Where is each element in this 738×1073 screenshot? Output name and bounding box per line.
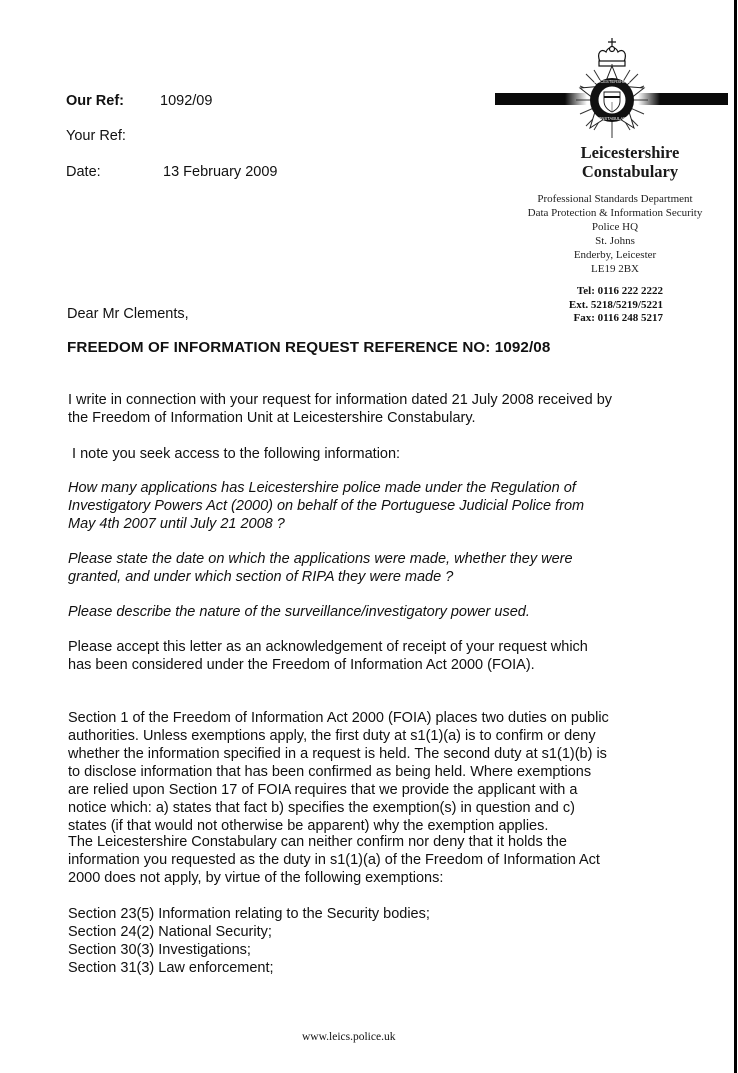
page-right-border xyxy=(734,0,737,1073)
svg-text:CONSTABULARY: CONSTABULARY xyxy=(595,116,629,121)
ext-numbers: Ext. 5218/5219/5221 xyxy=(568,298,663,311)
fax-number: Fax: 0116 248 5217 xyxy=(573,312,663,324)
exemption-item: Section 23(5) Information relating to the Security bodies; xyxy=(68,906,430,922)
logo-bar-left xyxy=(495,93,565,105)
address-line: Data Protection & Information Security xyxy=(527,207,703,219)
address-line: St. Johns xyxy=(595,235,635,247)
ncnd-line: information you requested as the duty in s1(1)(a) of the Freedom of Information Act xyxy=(68,852,600,868)
address-line: Police HQ xyxy=(591,221,639,233)
police-crest-icon xyxy=(566,36,658,144)
org-name-line1: Leicestershire xyxy=(580,143,680,162)
exemption-item: Section 30(3) Investigations; xyxy=(68,942,251,958)
section1-line: authorities. Unless exemptions apply, the first duty at s1(1)(a) is to confirm or deny xyxy=(68,728,596,744)
question-3 xyxy=(68,603,646,621)
salutation: Dear Mr Clements, xyxy=(67,306,189,322)
svg-text:LEICESTERSHIRE: LEICESTERSHIRE xyxy=(593,79,631,84)
our-ref-value: 1092/09 xyxy=(160,93,213,109)
ncnd-paragraph xyxy=(68,833,644,887)
address-line: Professional Standards Department xyxy=(537,193,693,205)
section1-line: Section 1 of the Freedom of Information Act 2000 (FOIA) places two duties on public xyxy=(68,710,609,726)
acknowledgement-line: Please accept this letter as an acknowledgement of receipt of your request which xyxy=(68,639,588,655)
our-ref-label: Our Ref: xyxy=(66,93,124,109)
footer-website: www.leics.police.uk xyxy=(302,1031,396,1043)
intro-line: I write in connection with your request for information dated 21 July 2008 received by xyxy=(68,392,613,408)
question-1 xyxy=(68,479,646,533)
address-block xyxy=(505,192,725,276)
your-ref-label: Your Ref: xyxy=(66,128,126,144)
section1-line: notice which: a) states that fact b) specifies the exemption(s) in question and c) xyxy=(68,800,575,816)
date-value: 13 February 2009 xyxy=(163,164,278,180)
ncnd-line: 2000 does not apply, by virtue of the following exemptions: xyxy=(68,870,444,886)
question-2 xyxy=(68,550,646,586)
acknowledgement-paragraph xyxy=(68,638,646,674)
question-line: Please state the date on which the applications were made, whether they were xyxy=(68,551,573,567)
exemption-item: Section 24(2) National Security; xyxy=(68,924,272,940)
tel-number: Tel: 0116 222 2222 xyxy=(576,285,663,297)
question-line: Investigatory Powers Act (2000) on behalf of the Portuguese Judicial Police from xyxy=(68,498,585,514)
note-line: I note you seek access to the following information: xyxy=(68,446,401,462)
question-line: How many applications has Leicestershire police made under the Regulation of xyxy=(68,480,576,496)
acknowledgement-line: has been considered under the Freedom of Information Act 2000 (FOIA). xyxy=(68,657,535,673)
question-line: granted, and under which section of RIPA they were made ? xyxy=(68,569,454,585)
org-name-line2: Constabulary xyxy=(581,162,679,181)
logo-bar-right xyxy=(660,93,728,105)
intro-line: the Freedom of Information Unit at Leicestershire Constabulary. xyxy=(68,410,476,426)
exemption-item: Section 31(3) Law enforcement; xyxy=(68,960,274,976)
section1-line: whether the information specified in a request is held. The second duty at s1(1)(b) is xyxy=(68,746,607,762)
contact-block xyxy=(505,285,663,326)
section1-line: states (if that would not otherwise be apparent) why the exemption applies. xyxy=(68,818,549,834)
section1-line: to disclose information that has been confirmed as being held. Where exemptions xyxy=(68,764,592,780)
exemptions-list xyxy=(68,905,646,977)
address-line: LE19 2BX xyxy=(591,263,639,275)
intro-paragraph xyxy=(68,391,646,427)
section1-line: are relied upon Section 17 of FOIA requires that we provide the applicant with a xyxy=(68,782,578,798)
question-line: Please describe the nature of the surveillance/investigatory power used. xyxy=(68,604,530,620)
subject-heading: FREEDOM OF INFORMATION REQUEST REFERENCE NO: 1092/08 xyxy=(67,339,551,356)
date-label: Date: xyxy=(66,164,101,180)
ncnd-line: The Leicestershire Constabulary can neither confirm nor deny that it holds the xyxy=(68,834,567,850)
question-line: May 4th 2007 until July 21 2008 ? xyxy=(68,516,285,532)
section1-paragraph xyxy=(68,709,644,835)
address-line: Enderby, Leicester xyxy=(573,249,657,261)
